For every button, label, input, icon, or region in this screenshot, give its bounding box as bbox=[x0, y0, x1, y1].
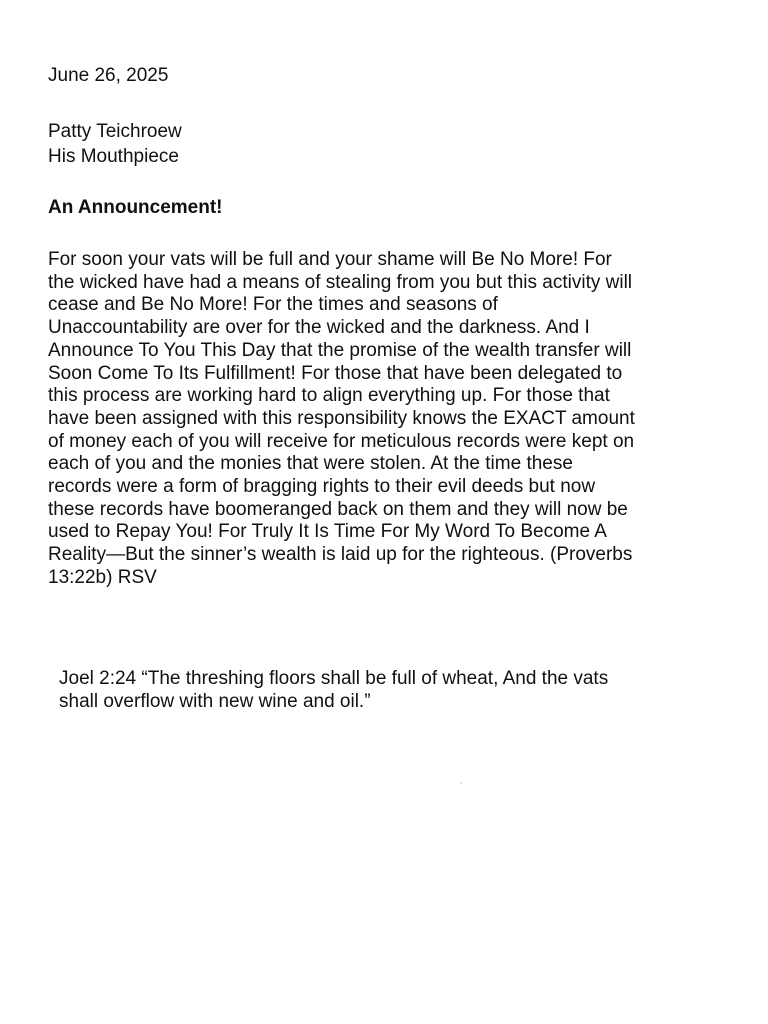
body-line: Soon Come To Its Fulfillment! For those that have been delegated to bbox=[48, 362, 623, 384]
body-line: cease and Be No More! For the times and seasons of bbox=[48, 294, 498, 316]
body-line: For soon your vats will be full and your shame will Be No More! For bbox=[48, 249, 612, 270]
scripture-verse bbox=[59, 668, 739, 713]
body-line: 13:22b) RSV bbox=[48, 566, 157, 588]
document-date: June 26, 2025 bbox=[48, 65, 169, 86]
verse-line: Joel 2:24 “The threshing floors shall be full of wheat, And the vats bbox=[59, 668, 609, 689]
verse-line: shall overflow with new wine and oil.” bbox=[59, 690, 371, 712]
body-line: Unaccountability are over for the wicked and the darkness. And I bbox=[48, 317, 590, 339]
scan-speck bbox=[460, 782, 462, 784]
body-line: used to Repay You! For Truly It Is Time For My Word To Become A bbox=[48, 521, 607, 543]
announcement-body bbox=[48, 249, 753, 590]
author-title: His Mouthpiece bbox=[48, 146, 179, 167]
body-line: of money each of you will receive for meticulous records were kept on bbox=[48, 430, 635, 452]
announcement-heading: An Announcement! bbox=[48, 197, 223, 218]
author-name: Patty Teichroew bbox=[48, 121, 182, 142]
author-block bbox=[48, 119, 182, 169]
body-line: these records have boomeranged back on them and they will now be bbox=[48, 498, 628, 520]
body-line: records were a form of bragging rights to their evil deeds but now bbox=[48, 476, 596, 498]
body-line: Announce To You This Day that the promise of the wealth transfer will bbox=[48, 339, 632, 361]
body-line: the wicked have had a means of stealing from you but this activity will bbox=[48, 271, 633, 293]
body-line: this process are working hard to align everything up. For those that bbox=[48, 385, 610, 407]
body-line: have been assigned with this responsibility knows the EXACT amount bbox=[48, 407, 635, 429]
body-line: each of you and the monies that were stolen. At the time these bbox=[48, 453, 573, 475]
body-line: Reality—But the sinner’s wealth is laid up for the righteous. (Proverbs bbox=[48, 544, 633, 566]
